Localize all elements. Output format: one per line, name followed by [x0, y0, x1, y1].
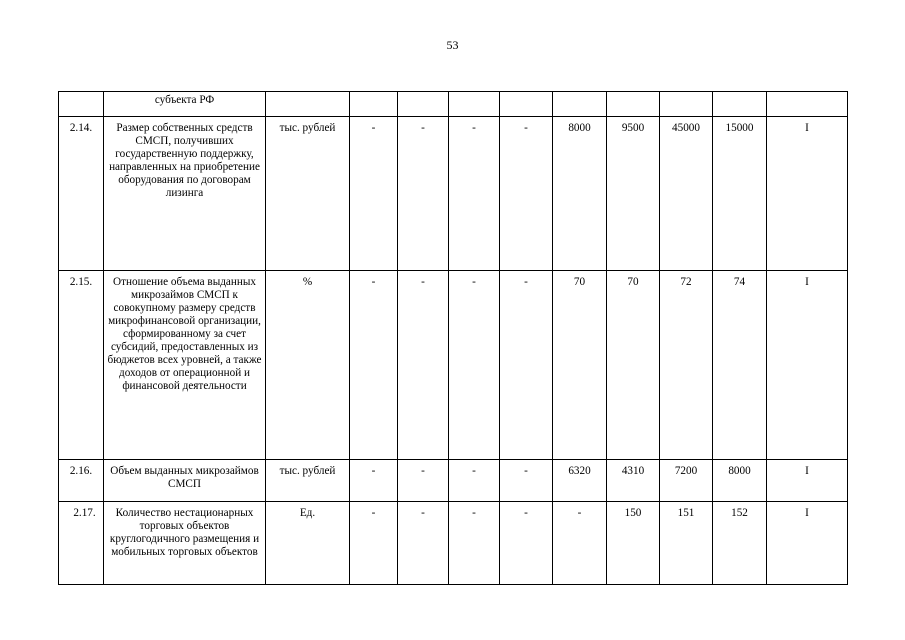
cell-value: -: [500, 502, 553, 585]
cell-value: I: [767, 117, 848, 271]
cell-value: 15000: [713, 117, 767, 271]
cell-value: 45000: [660, 117, 713, 271]
table-row: [59, 502, 848, 585]
cell-value: 152: [713, 502, 767, 585]
cell-value: -: [350, 117, 398, 271]
cell-value: [660, 92, 713, 117]
cell-unit: Ед.: [266, 502, 350, 585]
cell-name: субъекта РФ: [104, 92, 266, 117]
cell-value: -: [553, 502, 607, 585]
cell-value: 9500: [607, 117, 660, 271]
cell-value: -: [449, 502, 500, 585]
cell-value: -: [500, 117, 553, 271]
cell-value: [767, 92, 848, 117]
cell-value: [500, 92, 553, 117]
table-row: [59, 460, 848, 502]
cell-value: -: [398, 117, 449, 271]
cell-value: [350, 92, 398, 117]
cell-name: Отношение объема выданных микрозаймов СМСП к совокупному размеру средств микрофинансовой организации, сформированному за счет субсидий, предоставленных из бюджетов всех уровней, а также доходов от операционной и финансовой деятельности: [104, 271, 266, 460]
cell-num: [59, 92, 104, 117]
table-row-continuation: [59, 92, 848, 117]
indicators-table: [58, 91, 848, 585]
cell-value: [607, 92, 660, 117]
cell-value: -: [449, 460, 500, 502]
cell-value: -: [398, 502, 449, 585]
cell-value: 7200: [660, 460, 713, 502]
cell-value: [449, 92, 500, 117]
cell-value: -: [398, 460, 449, 502]
cell-value: -: [449, 271, 500, 460]
cell-num: 2.16.: [59, 460, 104, 502]
cell-name: Количество нестационарных торговых объектов круглогодичного размещения и мобильных торговых объектов: [104, 502, 266, 585]
cell-unit: %: [266, 271, 350, 460]
cell-num: 2.15.: [59, 271, 104, 460]
cell-unit: [266, 92, 350, 117]
cell-value: -: [500, 460, 553, 502]
page-number: 53: [446, 38, 459, 52]
cell-value: 72: [660, 271, 713, 460]
cell-value: [713, 92, 767, 117]
cell-value: -: [398, 271, 449, 460]
cell-name: Объем выданных микрозаймов СМСП: [104, 460, 266, 502]
cell-value: I: [767, 502, 848, 585]
cell-value: I: [767, 271, 848, 460]
cell-value: -: [350, 502, 398, 585]
cell-value: 8000: [553, 117, 607, 271]
cell-unit: тыс. рублей: [266, 460, 350, 502]
cell-unit: тыс. рублей: [266, 117, 350, 271]
cell-num: 2.17.: [59, 502, 104, 585]
table-row: [59, 271, 848, 460]
cell-value: -: [350, 271, 398, 460]
cell-value: 70: [607, 271, 660, 460]
cell-value: -: [449, 117, 500, 271]
cell-value: [398, 92, 449, 117]
cell-value: 6320: [553, 460, 607, 502]
cell-value: 74: [713, 271, 767, 460]
table-row: [59, 117, 848, 271]
cell-value: I: [767, 460, 848, 502]
cell-value: 70: [553, 271, 607, 460]
cell-value: -: [500, 271, 553, 460]
cell-value: 8000: [713, 460, 767, 502]
cell-value: 150: [607, 502, 660, 585]
cell-value: [553, 92, 607, 117]
cell-num: 2.14.: [59, 117, 104, 271]
cell-value: 151: [660, 502, 713, 585]
cell-value: -: [350, 460, 398, 502]
cell-value: 4310: [607, 460, 660, 502]
cell-name: Размер собственных средств СМСП, получивших государственную поддержку, направленных на приобретение оборудования по договорам лизинга: [104, 117, 266, 271]
